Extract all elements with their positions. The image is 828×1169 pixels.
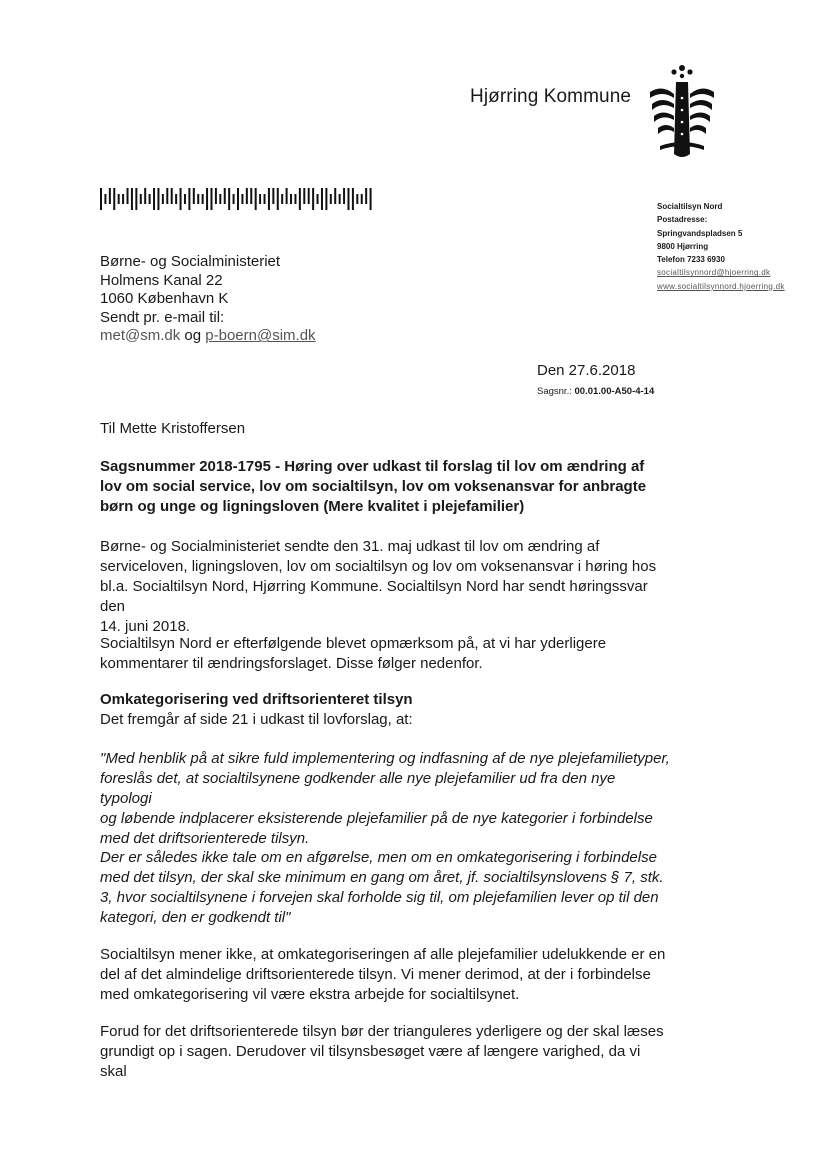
text-line: kommentarer til ændringsforslaget. Disse følger nedenfor. <box>100 655 483 672</box>
sender-email-link[interactable]: socialtilsynnord@hjoerring.dk <box>657 268 771 278</box>
quote-paragraph-1 <box>100 749 670 849</box>
text-line: Socialtilsyn Nord er efterfølgende blevet opmærksom på, at vi har yderligere <box>100 635 607 652</box>
text-line: kategori, den er godkendt til" <box>100 909 291 926</box>
recipient-email-2[interactable]: p-boern@sim.dk <box>205 327 316 345</box>
sender-street: Springvandspladsen 5 <box>657 228 743 238</box>
recipient-block <box>100 253 316 346</box>
case-number <box>537 386 654 397</box>
text-line: grundigt op i sagen. Derudover vil tilsynsbesøget være af længere varighed, da vi skal <box>100 1043 641 1080</box>
text-line: serviceloven, ligningsloven, lov om socialtilsyn og lov om voksenansvar i høring hos <box>100 558 657 575</box>
paragraph-1 <box>100 537 670 637</box>
text-line: med omkategorisering vil være ekstra arbejde for socialtilsynet. <box>100 986 520 1003</box>
text-line: "Med henblik på at sikre fuld implementering og indfasning af de nye plejefamilietyper, <box>100 750 670 767</box>
greeting: Til Mette Kristoffersen <box>100 420 246 437</box>
paragraph-2 <box>100 634 670 674</box>
postal-barcode <box>100 188 374 210</box>
text-line: del af det almindelige driftsorienterede tilsyn. Vi mener derimod, at der i forbindelse <box>100 966 651 983</box>
sender-name: Socialtilsyn Nord <box>657 202 723 211</box>
text-line: Børne- og Socialministeriet sendte den 31. maj udkast til lov om ændring af <box>100 538 600 555</box>
sender-block <box>657 200 785 293</box>
text-line: Socialtilsyn mener ikke, at omkategoriseringen af alle plejefamilier udelukkende er en <box>100 946 666 963</box>
subject-heading <box>100 457 670 517</box>
text-line: 14. juni 2018. <box>100 618 191 635</box>
paragraph-4 <box>100 1022 670 1082</box>
text-line: foreslås det, at socialtilsynene godkender alle nye plejefamilier ud fra den nye typologi <box>100 770 616 807</box>
subject-line: Sagsnummer 2018-1795 - Høring over udkast til forslag til lov om ændring af <box>100 458 645 475</box>
text-line: med det driftsorienterede tilsyn. <box>100 830 310 847</box>
organization-name: Hjørring Kommune <box>470 86 632 107</box>
text-line: bl.a. Socialtilsyn Nord, Hjørring Kommune. Socialtilsyn Nord har sendt høringssvar den <box>100 578 648 615</box>
text-line: 3, hvor socialtilsynene i forvejen skal forholde sig til, om plejefamilien lever op til den <box>100 889 659 906</box>
municipality-logo <box>646 64 718 160</box>
text-line: med det tilsyn, der skal ske minimum en gang om året, jf. socialtilsynslovens § 7, stk. <box>100 869 664 886</box>
quote-paragraph-2 <box>100 848 670 928</box>
text-line: Der er således ikke tale om en afgørelse, men om en omkategorisering i forbindelse <box>100 849 657 866</box>
case-number-value: 00.01.00-A50-4-14 <box>574 386 655 397</box>
section-intro: Det fremgår af side 21 i udkast til lovforslag, at: <box>100 711 413 728</box>
subject-line: børn og unge og ligningsloven (Mere kvalitet i plejefamilier) <box>100 498 525 515</box>
text-line: og løbende indplacerer eksisterende plejefamilier på de nye kategorier i forbindelse <box>100 810 653 827</box>
case-number-label: Sagsnr.: <box>537 386 572 397</box>
sender-phone: Telefon 7233 6930 <box>657 255 725 265</box>
text-line: Forud for det driftsorienterede tilsyn bør der trianguleres yderligere og der skal læses <box>100 1023 664 1040</box>
paragraph-3 <box>100 945 670 1005</box>
recipient-line-2: Holmens Kanal 22 <box>100 271 223 289</box>
recipient-line-4: Sendt pr. e-mail til: <box>100 308 225 326</box>
recipient-email-1[interactable]: met@sm.dk <box>100 327 181 345</box>
recipient-emails <box>100 327 316 346</box>
recipient-line-3: 1060 København K <box>100 290 229 308</box>
letter-date: Den 27.6.2018 <box>537 362 636 379</box>
subject-line: lov om social service, lov om socialtilsyn, lov om voksenansvar for anbragte <box>100 478 647 495</box>
sender-city: 9800 Hjørring <box>657 241 709 251</box>
sender-address-label: Postadresse: <box>657 215 708 225</box>
section-heading: Omkategorisering ved driftsorienteret tilsyn <box>100 691 413 708</box>
sender-web-link[interactable]: www.socialtilsynnord.hjoerring.dk <box>657 281 785 291</box>
recipient-email-conj: og <box>184 327 202 345</box>
recipient-line-1: Børne- og Socialministeriet <box>100 253 281 270</box>
